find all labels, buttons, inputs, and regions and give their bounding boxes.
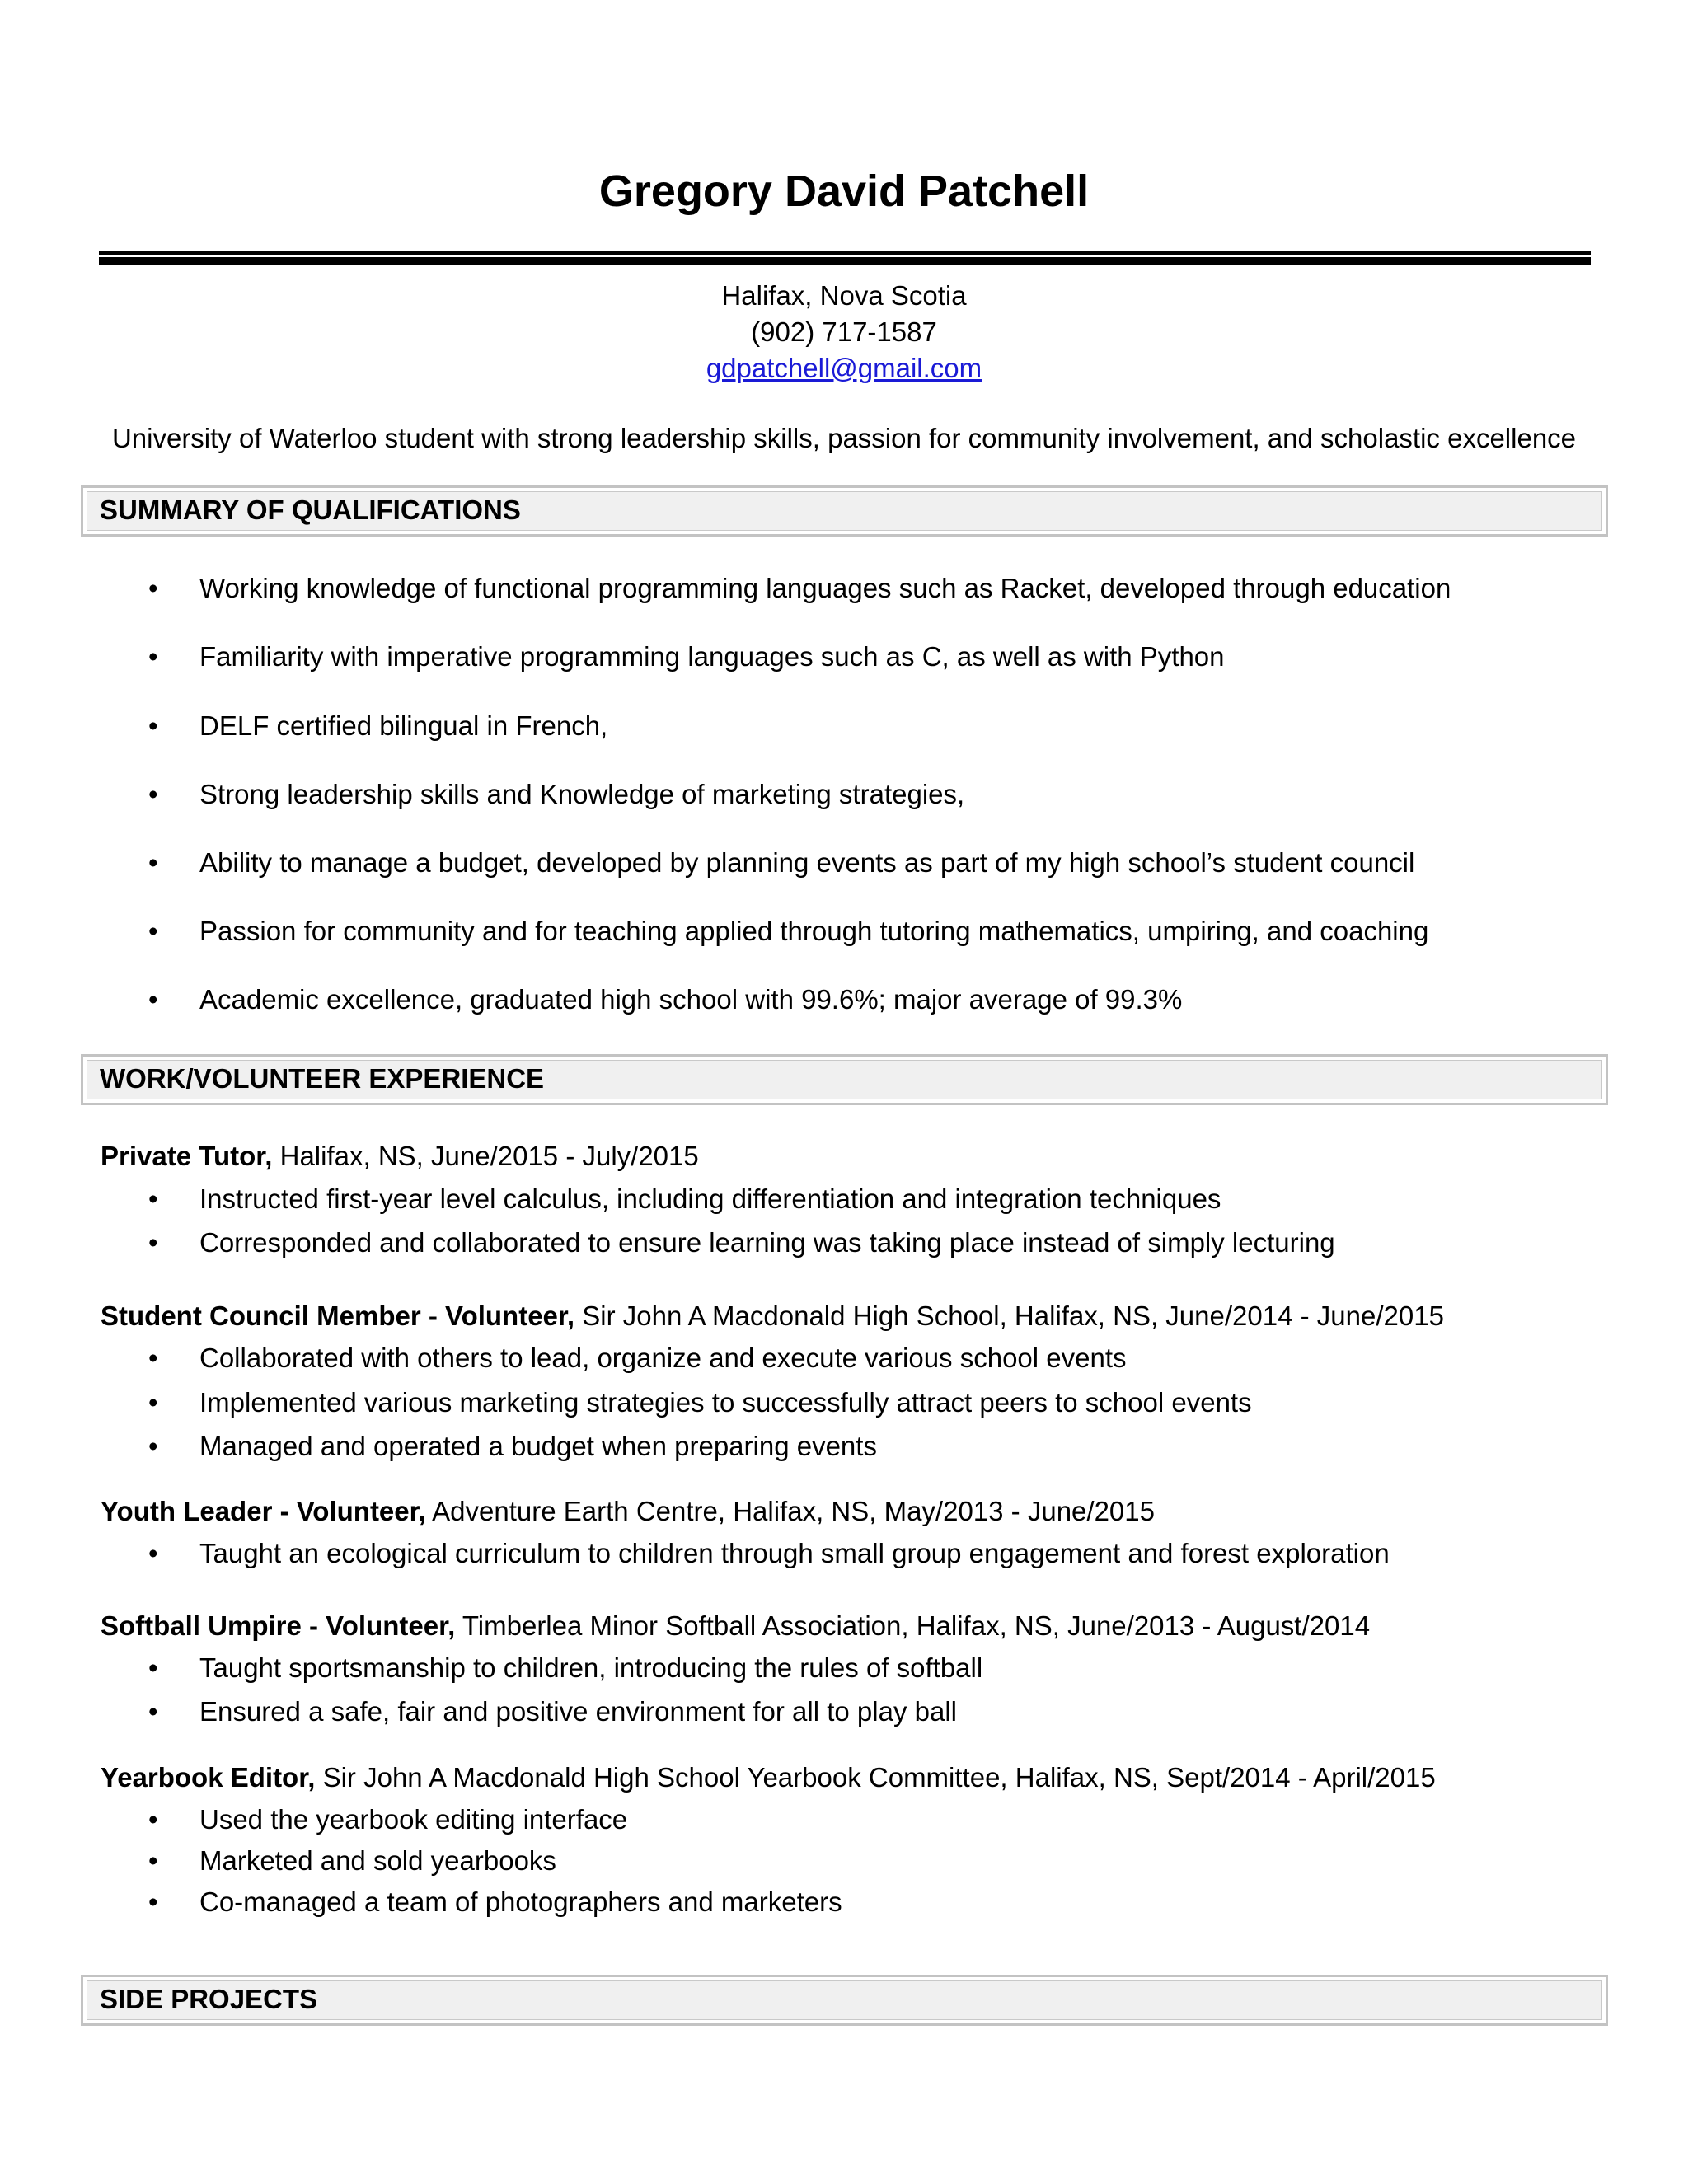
list-item [0,1386,1688,1419]
job-heading [101,1761,1436,1794]
bullet-icon: • [148,1804,158,1835]
list-item [0,778,1688,811]
job-heading [101,1300,1444,1333]
section-header-summary [81,485,1608,537]
qualification-text: Strong leadership skills and Knowledge of marketing strategies, [199,779,965,809]
bullet-icon: • [148,1652,158,1683]
job-details: Timberlea Minor Softball Association, Halifax, NS, June/2013 - August/2014 [455,1610,1371,1641]
job-bullet-text: Corresponded and collaborated to ensure learning was taking place instead of simply lecturing [199,1227,1335,1258]
list-item [0,1226,1688,1259]
bullet-icon: • [148,710,158,741]
list-item [0,1695,1688,1728]
bullet-icon: • [148,573,158,603]
bullet-icon: • [148,641,158,672]
section-header-experience [81,1054,1608,1105]
list-item [0,1183,1688,1216]
job-bullet-text: Managed and operated a budget when preparing events [199,1431,877,1461]
job-details: Sir John A Macdonald High School Yearbook Committee, Halifax, NS, Sept/2014 - April/2015 [315,1762,1436,1793]
bullet-icon: • [148,847,158,878]
list-item [0,710,1688,743]
section-heading: WORK/VOLUNTEER EXPERIENCE [100,1063,545,1094]
contact-email-link[interactable]: gdpatchell@gmail.com [706,353,982,383]
qualification-text: Academic excellence, graduated high school with 99.6%; major average of 99.3% [199,984,1183,1015]
qualification-text: Ability to manage a budget, developed by planning events as part of my high school’s student council [199,847,1415,878]
list-item [0,1537,1688,1570]
job-details: Sir John A Macdonald High School, Halifax, NS, June/2014 - June/2015 [574,1301,1444,1331]
list-item [0,1342,1688,1375]
bullet-icon: • [148,1538,158,1568]
job-bullet-text: Taught sportsmanship to children, introducing the rules of softball [199,1652,983,1683]
job-details: Adventure Earth Centre, Halifax, NS, May/2013 - June/2015 [425,1496,1155,1526]
contact-email-row [0,352,1688,385]
job-role: Yearbook Editor, [101,1762,316,1793]
bullet-icon: • [148,1183,158,1214]
job-bullet-text: Co-managed a team of photographers and marketers [199,1886,842,1917]
profile-tagline: University of Waterloo student with strong leadership skills, passion for community involvement, and scholastic excellence [111,423,1577,453]
job-role: Softball Umpire - Volunteer, [101,1610,456,1641]
bullet-icon: • [148,1227,158,1258]
qualification-text: Familiarity with imperative programming languages such as C, as well as with Python [199,641,1225,672]
bullet-icon: • [148,1696,158,1727]
header-rule-thick [99,257,1591,265]
contact-location: Halifax, Nova Scotia [721,280,967,311]
list-item [0,1652,1688,1685]
list-item [0,1803,1688,1836]
job-role: Student Council Member - Volunteer, [101,1301,575,1331]
contact-phone: (902) 717-1587 [751,316,937,347]
resume-name: Gregory David Patchell [598,166,1090,216]
bullet-icon: • [148,1387,158,1418]
list-item [0,983,1688,1016]
list-item [0,1430,1688,1463]
qualification-text: DELF certified bilingual in French, [199,710,608,741]
job-bullet-text: Instructed first-year level calculus, including differentiation and integration techniques [199,1183,1221,1214]
bullet-icon: • [148,1845,158,1876]
qualification-text: Passion for community and for teaching applied through tutoring mathematics, umpiring, and coaching [199,916,1429,946]
job-heading [101,1495,1155,1528]
list-item [0,1886,1688,1919]
bullet-icon: • [148,1431,158,1461]
job-bullet-text: Used the yearbook editing interface [199,1804,628,1835]
job-bullet-text: Ensured a safe, fair and positive environment for all to play ball [199,1696,958,1727]
job-bullet-text: Marketed and sold yearbooks [199,1845,556,1876]
job-bullet-text: Taught an ecological curriculum to children through small group engagement and forest exploration [199,1538,1390,1568]
job-role: Private Tutor, [101,1141,273,1171]
bullet-icon: • [148,984,158,1015]
list-item [0,915,1688,948]
bullet-icon: • [148,916,158,946]
bullet-icon: • [148,779,158,809]
section-heading: SIDE PROJECTS [100,1984,318,2014]
job-bullet-text: Implemented various marketing strategies to successfully attract peers to school events [199,1387,1252,1418]
header-rule-thin [99,251,1591,255]
qualification-text: Working knowledge of functional programming languages such as Racket, developed through education [199,573,1451,603]
bullet-icon: • [148,1343,158,1373]
section-heading: SUMMARY OF QUALIFICATIONS [100,494,521,525]
bullet-icon: • [148,1886,158,1917]
job-details: Halifax, NS, June/2015 - July/2015 [272,1141,699,1171]
section-header-side-projects [81,1975,1608,2026]
list-item [0,572,1688,605]
list-item [0,846,1688,879]
list-item [0,1844,1688,1877]
job-heading [101,1140,699,1173]
job-heading [101,1610,1370,1643]
job-role: Youth Leader - Volunteer, [101,1496,426,1526]
list-item [0,640,1688,673]
job-bullet-text: Collaborated with others to lead, organize and execute various school events [199,1343,1127,1373]
